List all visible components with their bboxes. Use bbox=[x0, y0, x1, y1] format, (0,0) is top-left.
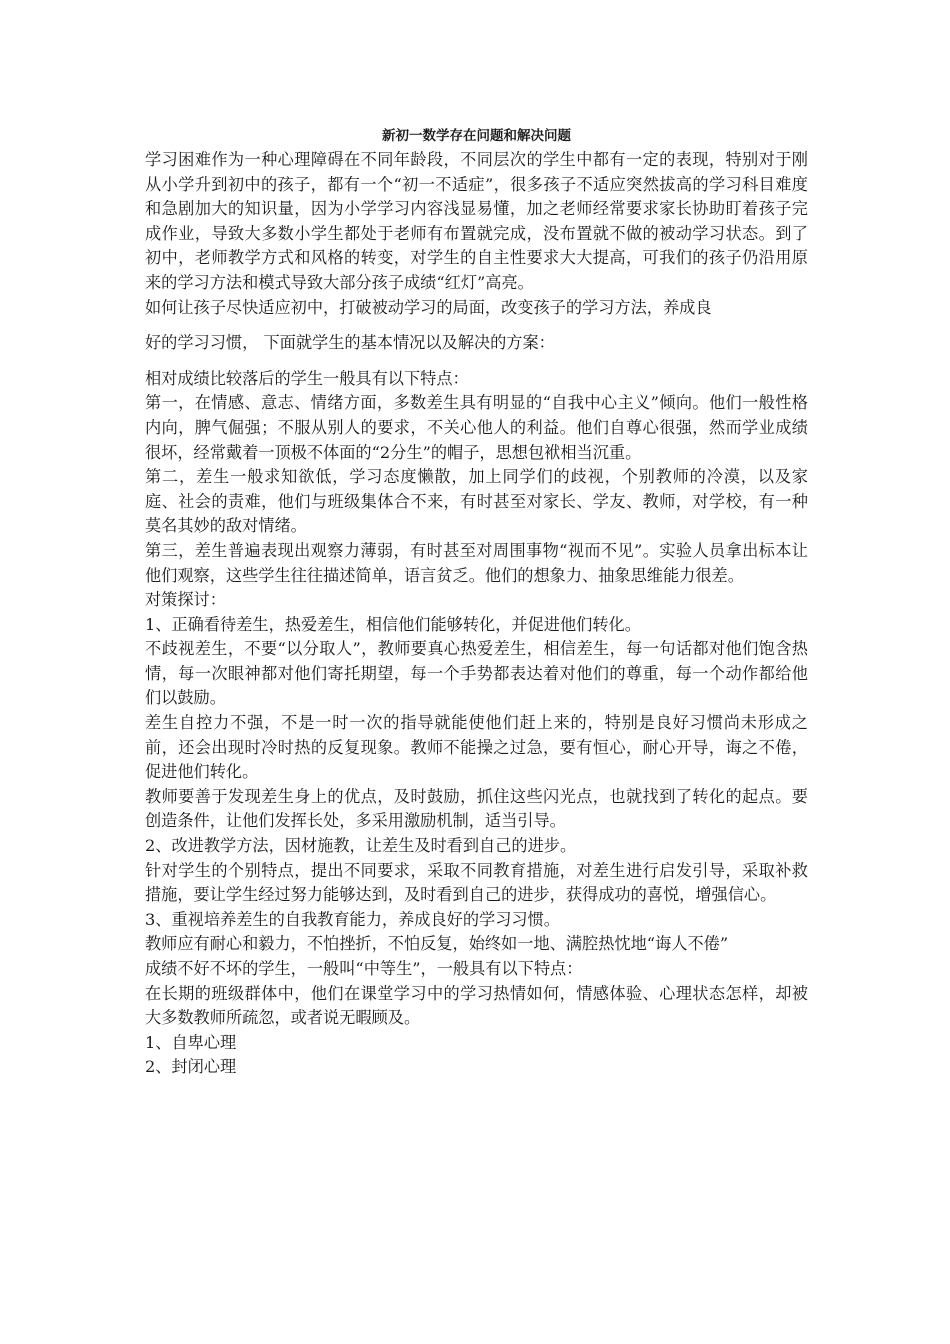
middle-students-detail: 在长期的班级群体中，他们在课堂学习中的学习热情如何，情感体验、心理状态怎样，却被大多数教师所疏忽，或者说无暇顾及。 bbox=[145, 983, 808, 1028]
strategy-1-detail-c: 教师要善于发现差生身上的优点，及时鼓励，抓住这些闪光点，也就找到了转化的起点。要创造条件，让他们发挥长处，多采用激励机制，适当引导。 bbox=[145, 786, 808, 831]
middle-trait-1: 1、自卑心理 bbox=[145, 1032, 237, 1052]
strategy-1-detail-b: 差生自控力不强，不是一时一次的指导就能使他们赶上来的，特别是良好习惯尚未形成之前，还会出现时冷时热的反复现象。教师不能操之过急，要有恒心，耐心开导，诲之不倦，促进他们转化。 bbox=[145, 713, 808, 782]
document-page bbox=[145, 126, 808, 1080]
trait-first: 第一，在情感、意志、情绪方面，多数差生具有明显的“自我中心主义”倾向。他们一般性格内向，脾气倔强；不服从别人的要求，不关心他人的利益。他们自尊心很强，然而学业成绩很坏，经常戴着一顶极不体面的“2分生”的帽子，思想包袱相当沉重。 bbox=[145, 393, 808, 462]
intro-question-line-2: 好的学习习惯， 下面就学生的基本情况以及解决的方案： bbox=[145, 333, 555, 353]
intro-paragraph: 学习困难作为一种心理障碍在不同年龄段，不同层次的学生中都有一定的表现，特别对于刚从小学升到初中的孩子，都有一个“初一不适症”，很多孩子不适应突然拔高的学习科目难度和急剧加大的知识量，因为小学学习内容浅显易懂，加之老师经常要求家长协助盯着孩子完成作业，导致大多数小学生都处于老师有布置就完成，没布置就不做的被动学习状态。到了初中，老师教学方式和风格的转变，对学生的自主性要求大大提高，可我们的孩子仍沿用原来的学习方法和模式导致大部分孩子成绩“红灯”高亮。 bbox=[145, 150, 808, 292]
strategy-3: 3、重视培养差生的自我教育能力，养成良好的学习习惯。 bbox=[145, 909, 560, 929]
strategy-2: 2、改进教学方法，因材施教，让差生及时看到自己的进步。 bbox=[145, 836, 577, 856]
middle-students-heading: 成绩不好不坏的学生，一般叫“中等生”，一般具有以下特点： bbox=[145, 959, 583, 978]
middle-trait-2: 2、封闭心理 bbox=[145, 1057, 237, 1077]
trait-third: 第三，差生普遍表现出观察力薄弱，有时甚至对周围事物“视而不见”。实验人员拿出标本让他们观察，这些学生往往描述简单，语言贫乏。他们的想象力、抽象思维能力很差。 bbox=[145, 540, 808, 585]
strategy-1: 1、正确看待差生，热爱差生，相信他们能够转化，并促进他们转化。 bbox=[145, 614, 641, 634]
intro-question-line-1: 如何让孩子尽快适应初中，打破被动学习的局面，改变孩子的学习方法，养成良 bbox=[145, 297, 712, 317]
strategy-3-detail: 教师应有耐心和毅力，不怕挫折，不怕反复，始终如一地、满腔热忱地“诲人不倦” bbox=[145, 934, 729, 954]
trait-second: 第二，差生一般求知欲低，学习态度懒散，加上同学们的歧视，个别教师的冷漠，以及家庭、社会的责难，他们与班级集体合不来，有时甚至对家长、学友、教师，对学校，有一种莫名其妙的敌对情绪。 bbox=[145, 467, 808, 536]
document-title: 新初一数学存在问题和解决问题 bbox=[382, 128, 571, 144]
strategy-heading: 对策探讨： bbox=[145, 590, 226, 610]
strategy-2-detail: 针对学生的个别特点，提出不同要求，采取不同教育措施，对差生进行启发引导，采取补救措施，要让学生经过努力能够达到，及时看到自己的进步，获得成功的喜悦，增强信心。 bbox=[145, 860, 808, 905]
strategy-1-detail-a: 不歧视差生，不要“以分取人”，教师要真心热爱差生，相信差生，每一句话都对他们饱含热情，每一次眼神都对他们寄托期望，每一个手势都表达着对他们的尊重，每一个动作都给他们以鼓励。 bbox=[145, 639, 808, 708]
poor-students-heading: 相对成绩比较落后的学生一般具有以下特点： bbox=[145, 368, 469, 388]
